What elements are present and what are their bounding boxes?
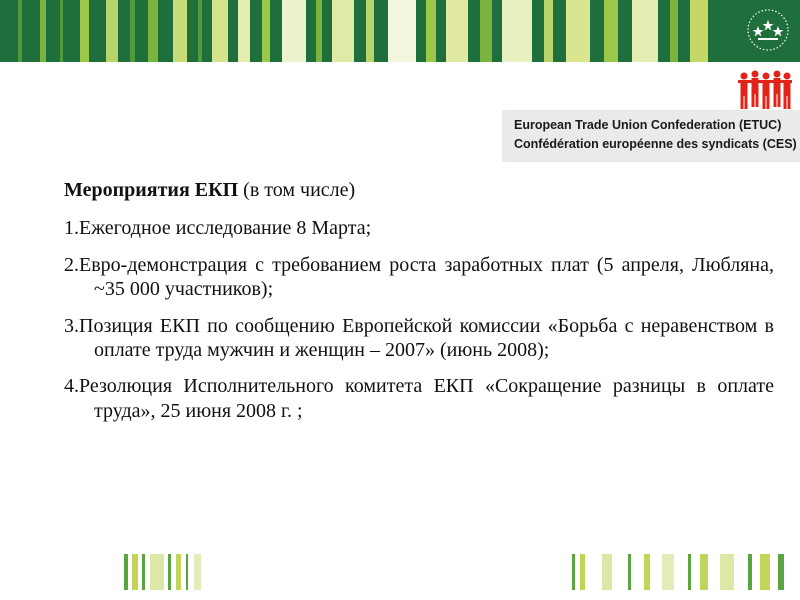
- footer-stripe: [194, 554, 201, 590]
- banner-stripe: [106, 0, 118, 62]
- banner-stripe: [80, 0, 89, 62]
- banner-stripe: [148, 0, 158, 62]
- banner-stripe: [632, 0, 658, 62]
- footer-stripe: [150, 554, 164, 590]
- footer-stripe: [720, 554, 734, 590]
- banner-stripe: [198, 0, 202, 62]
- banner-stripe: [670, 0, 678, 62]
- list-item: 1.Ежегодное исследование 8 Марта;: [64, 217, 372, 240]
- footer-stripe: [168, 554, 171, 590]
- list-item: 3.Позиция ЕКП по сообщению Европейской комиссии «Борьба с неравенством в оплате труда мужчин и женщин – 2007» (июнь 2008);: [64, 314, 774, 361]
- banner-stripe: [130, 0, 135, 62]
- slide-heading-rest: (в том числе): [238, 179, 356, 201]
- banner-stripe: [604, 0, 618, 62]
- banner-stripe: [544, 0, 553, 62]
- banner-stripe: [388, 0, 416, 62]
- list-item: 2.Евро-демонстрация с требованием роста заработных плат (5 апреля, Любляна, ~35 000 участников);: [64, 253, 774, 301]
- banner-stripe: [366, 0, 374, 62]
- etuc-name-french: Confédération européenne des syndicats (CES): [514, 137, 797, 151]
- stars-logo-icon: [744, 6, 792, 54]
- footer-stripe: [760, 554, 770, 590]
- banner-stripe: [566, 0, 590, 62]
- footer-stripe: [688, 554, 691, 590]
- footer-stripe: [628, 554, 631, 590]
- banner-stripe: [480, 0, 492, 62]
- banner-stripe: [18, 0, 22, 62]
- etuc-logo-block: [502, 66, 800, 162]
- footer-stripe: [132, 554, 138, 590]
- banner-stripe: [60, 0, 63, 62]
- etuc-name-english: European Trade Union Confederation (ETUC): [514, 118, 782, 132]
- footer-stripe: [176, 554, 181, 590]
- banner-stripe: [502, 0, 532, 62]
- footer-stripe: [124, 554, 128, 590]
- banner-stripe: [40, 0, 46, 62]
- footer-stripe: [700, 554, 708, 590]
- footer-stripe: [580, 554, 585, 590]
- banner-stripe: [212, 0, 228, 62]
- footer-stripe: [142, 554, 145, 590]
- slide-content: [64, 178, 774, 435]
- bottom-stripes: [0, 554, 800, 600]
- footer-stripe: [778, 554, 784, 590]
- banner-stripe: [332, 0, 354, 62]
- banner-stripe: [426, 0, 436, 62]
- etuc-figures-logo-icon: [738, 68, 792, 112]
- etuc-name-box: [502, 110, 800, 162]
- banner-stripe: [690, 0, 708, 62]
- top-banner: [0, 0, 800, 62]
- banner-stripe: [262, 0, 270, 62]
- list-item: 4.Резолюция Исполнительного комитета ЕКП «Сокращение разницы в оплате труда», 25 июня 2008 г. ;: [64, 375, 774, 422]
- slide-heading: [64, 178, 774, 202]
- footer-stripe: [662, 554, 674, 590]
- banner-stripe: [446, 0, 468, 62]
- banner-stripe: [282, 0, 306, 62]
- banner-stripe: [173, 0, 187, 62]
- footer-stripe: [572, 554, 575, 590]
- slide-heading-bold: Мероприятия ЕКП: [64, 179, 239, 201]
- footer-stripe: [186, 554, 188, 590]
- banner-stripe: [316, 0, 322, 62]
- footer-stripe: [602, 554, 612, 590]
- footer-stripe: [748, 554, 752, 590]
- footer-stripe: [644, 554, 650, 590]
- banner-stripe: [238, 0, 250, 62]
